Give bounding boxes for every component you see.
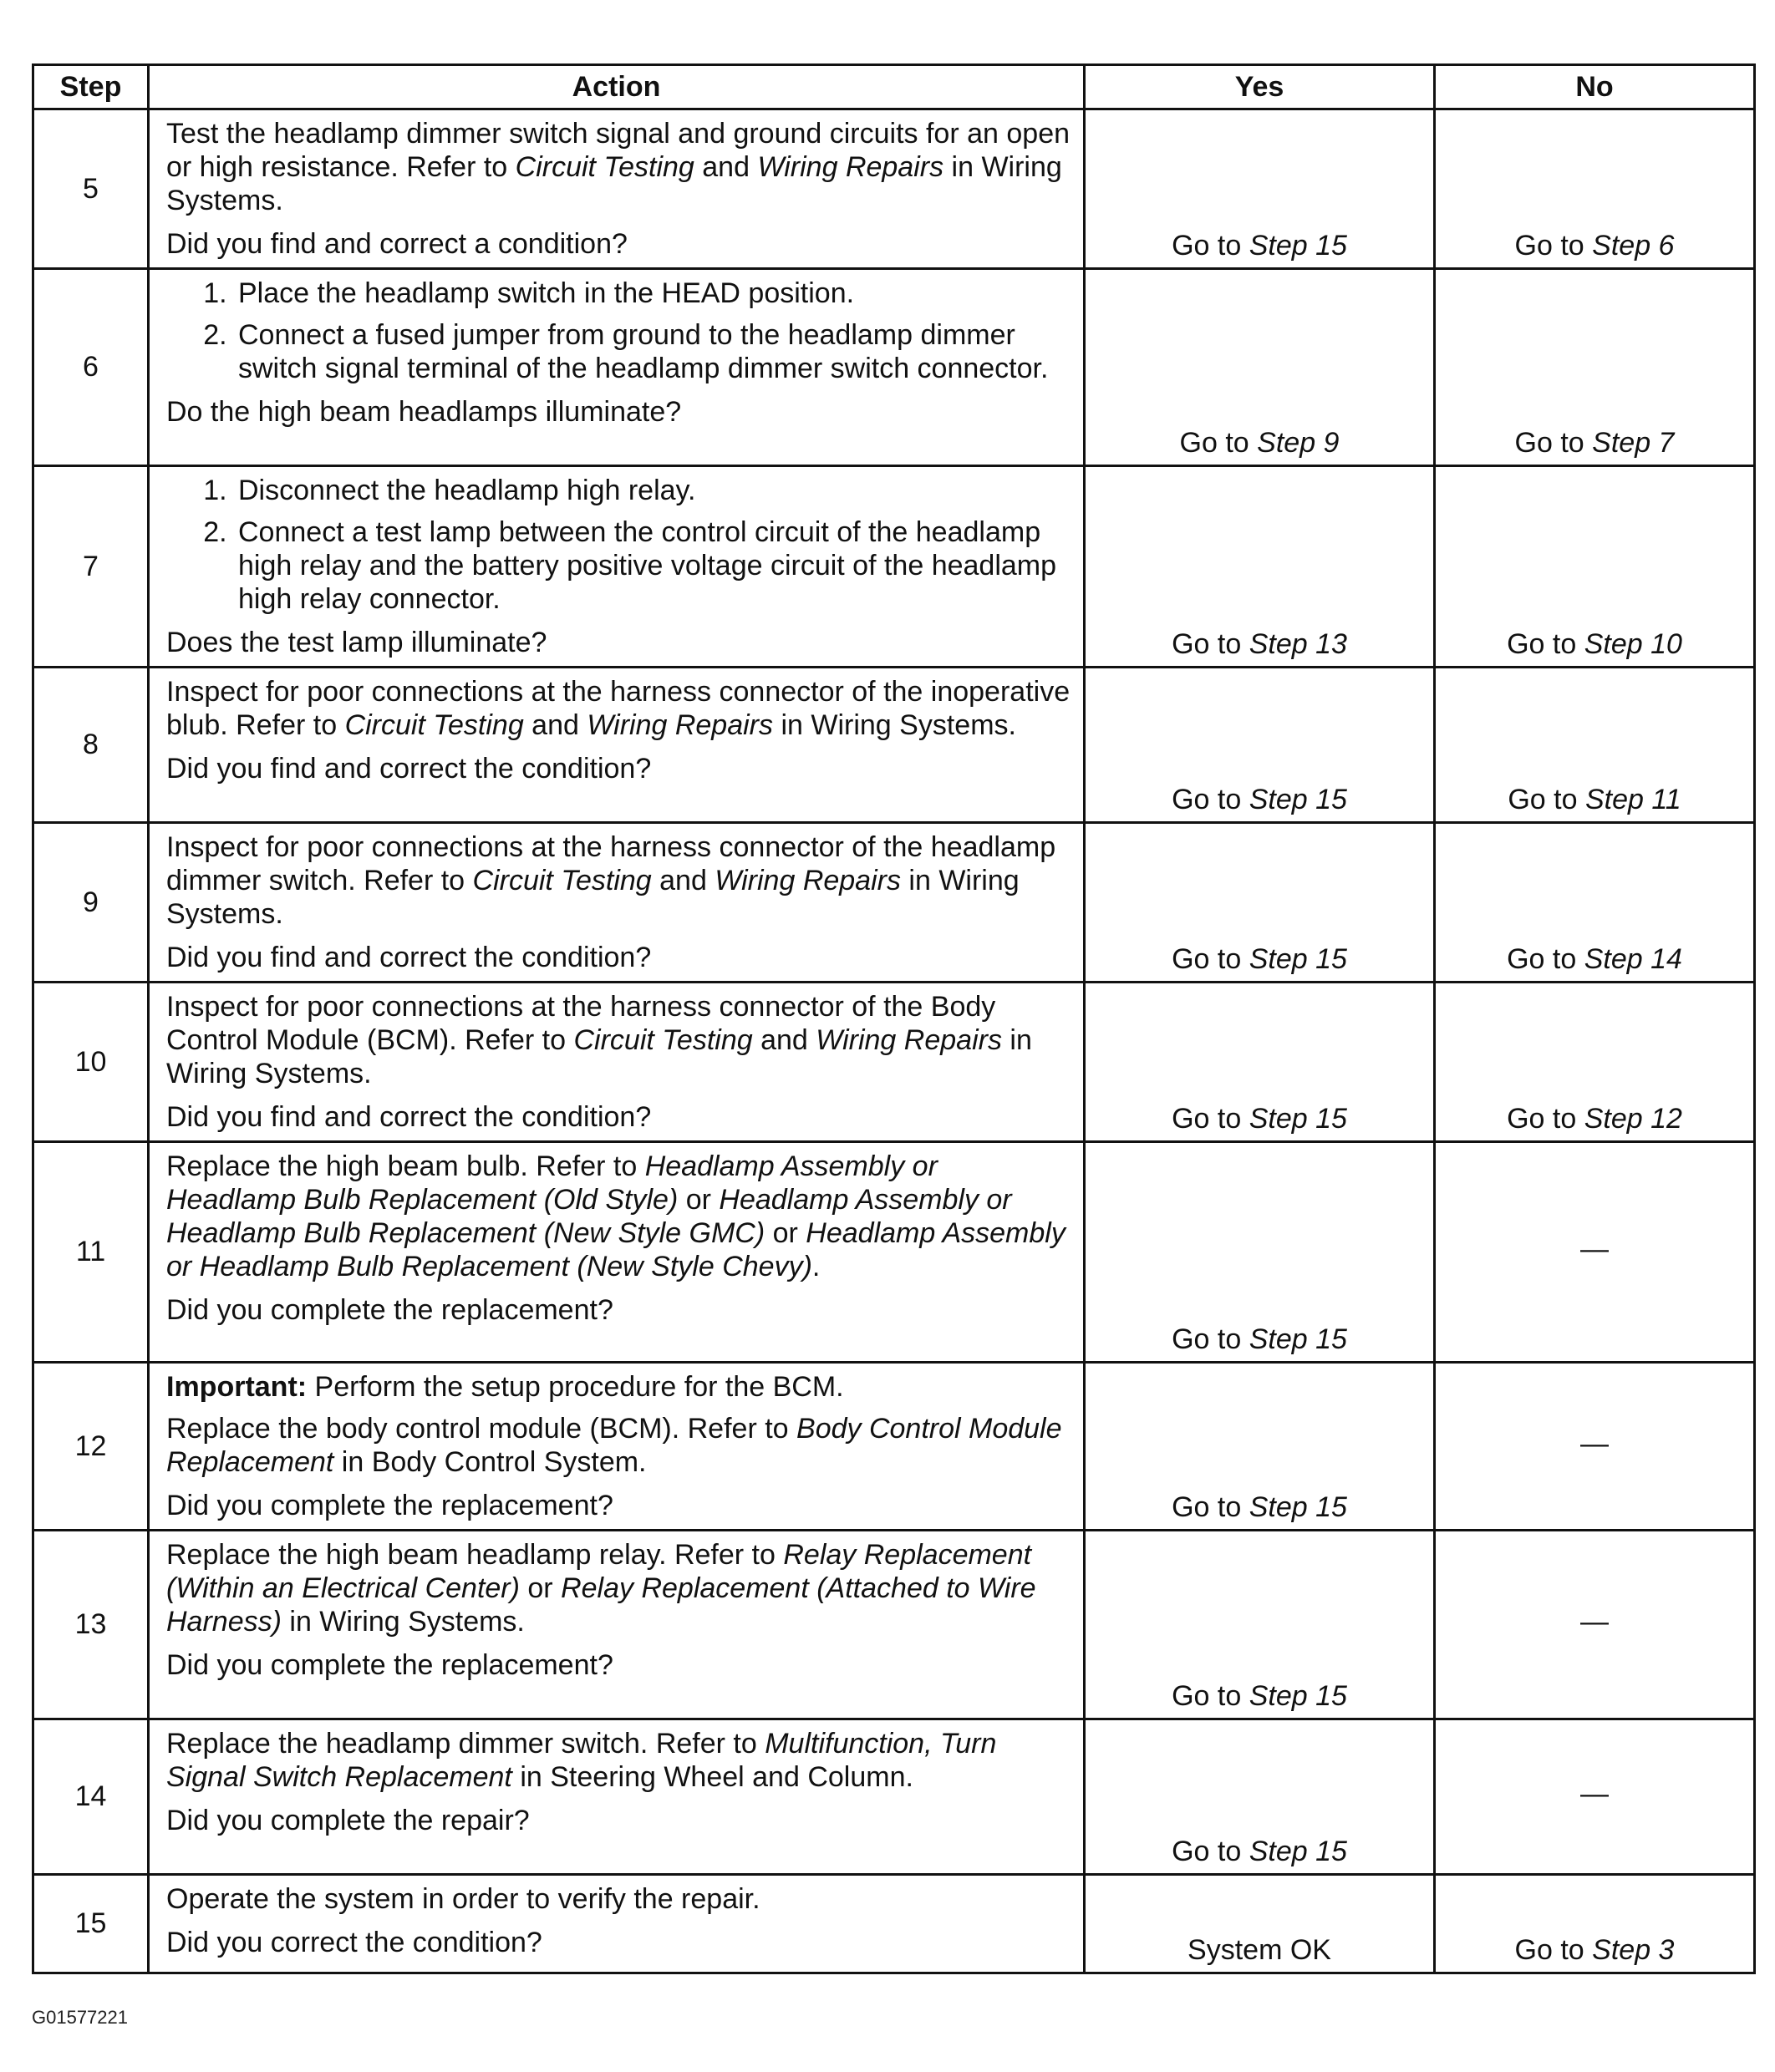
action-step-item: 1. Disconnect the headlamp high relay.	[235, 474, 1071, 507]
action-paragraph	[166, 830, 1071, 931]
no-cell	[1435, 466, 1755, 668]
action-text: or	[519, 1572, 562, 1604]
table-row	[33, 1142, 1755, 1363]
no-cell	[1435, 1363, 1755, 1531]
doc-reference: Wiring Repairs	[587, 709, 774, 741]
go-to-label: Go to	[1172, 1836, 1242, 1867]
go-to-label: Go to	[1172, 1323, 1242, 1355]
table-row	[33, 823, 1755, 983]
diagnostic-table	[32, 63, 1756, 1974]
step-reference: Step 12	[1584, 1103, 1682, 1135]
action-text: in Body Control System.	[333, 1446, 647, 1478]
action-text: in Wiring Systems.	[166, 865, 1020, 930]
go-to-label: Go to	[1172, 1491, 1242, 1523]
table-row	[33, 269, 1755, 466]
step-reference: Step 15	[1249, 1836, 1347, 1867]
step-reference: Step 15	[1249, 784, 1347, 815]
go-to-label: Go to	[1172, 784, 1242, 815]
no-cell	[1435, 109, 1755, 269]
action-paragraph	[166, 675, 1071, 742]
action-text: Inspect for poor connections at the harness connector of the headlamp dimmer switch. Refer to	[166, 831, 1056, 896]
no-cell	[1435, 1142, 1755, 1363]
not-applicable-dash: —	[1580, 1427, 1609, 1460]
not-applicable-dash: —	[1580, 1606, 1609, 1638]
step-reference: Step 7	[1592, 427, 1675, 459]
action-cell	[149, 983, 1085, 1142]
doc-reference: Headlamp Assembly or Headlamp Bulb Replacement (Old Style)	[166, 1150, 938, 1216]
doc-reference: Relay Replacement (Attached to Wire Harness)	[166, 1572, 1036, 1638]
action-question: Did you find and correct the condition?	[166, 753, 652, 785]
go-to-label: Go to	[1172, 943, 1242, 975]
doc-reference: Wiring Repairs	[757, 151, 944, 183]
step-reference: Step 13	[1249, 628, 1347, 660]
action-question: Did you find and correct the condition?	[166, 1101, 652, 1133]
no-cell	[1435, 269, 1755, 466]
action-text: Replace the headlamp dimmer switch. Refer to	[166, 1728, 765, 1760]
step-number: 11	[33, 1142, 149, 1363]
step-reference: Step 10	[1584, 628, 1682, 660]
no-cell	[1435, 668, 1755, 823]
yes-cell	[1085, 109, 1435, 269]
table-body	[33, 109, 1755, 1973]
step-number: 13	[33, 1531, 149, 1719]
action-paragraph	[166, 1412, 1071, 1479]
doc-reference: Body Control Module Replacement	[166, 1413, 1062, 1478]
action-text: Replace the high beam bulb. Refer to	[166, 1150, 645, 1182]
doc-reference: Headlamp Assembly or Headlamp Bulb Replacement (New Style GMC)	[166, 1184, 1012, 1249]
table-row	[33, 668, 1755, 823]
go-to-label: Go to	[1507, 628, 1577, 660]
action-step-item: 2. Connect a test lamp between the control circuit of the headlamp high relay and the battery positive voltage circuit of the headlamp high relay connector.	[235, 515, 1071, 616]
no-cell	[1435, 1875, 1755, 1973]
action-question: Did you complete the replacement?	[166, 1294, 613, 1326]
step-number: 8	[33, 668, 149, 823]
action-cell	[149, 1363, 1085, 1531]
action-step-item: 2. Connect a fused jumper from ground to the headlamp dimmer switch signal terminal of the headlamp dimmer switch connector.	[235, 318, 1071, 385]
result-text: System OK	[1188, 1934, 1331, 1966]
action-text: and	[651, 865, 715, 896]
action-cell	[149, 109, 1085, 269]
go-to-label: Go to	[1514, 427, 1584, 459]
go-to-label: Go to	[1508, 784, 1578, 815]
step-reference: Step 6	[1592, 230, 1675, 262]
step-number: 12	[33, 1363, 149, 1531]
table-row	[33, 466, 1755, 668]
action-cell	[149, 1531, 1085, 1719]
action-paragraph	[166, 1882, 1071, 1916]
go-to-label: Go to	[1172, 1680, 1242, 1712]
action-question: Does the test lamp illuminate?	[166, 627, 547, 658]
yes-cell	[1085, 1875, 1435, 1973]
action-cell	[149, 823, 1085, 983]
step-number: 9	[33, 823, 149, 983]
no-cell	[1435, 823, 1755, 983]
important-label: Important:	[166, 1371, 308, 1403]
action-steps-list	[166, 474, 1071, 616]
action-text: in Wiring Systems.	[773, 709, 1016, 741]
action-text: Inspect for poor connections at the harness connector of the Body Control Module (BCM). Refer to	[166, 991, 996, 1056]
table-row	[33, 1719, 1755, 1875]
table-row	[33, 1875, 1755, 1973]
step-reference: Step 15	[1249, 1680, 1347, 1712]
step-number: 14	[33, 1719, 149, 1875]
header-yes: Yes	[1085, 65, 1435, 109]
action-text: Replace the high beam headlamp relay. Refer to	[166, 1539, 784, 1571]
header-no: No	[1435, 65, 1755, 109]
action-text: in Wiring Systems.	[281, 1606, 525, 1638]
table-row	[33, 109, 1755, 269]
action-question: Did you correct the condition?	[166, 1927, 542, 1958]
doc-reference: Circuit Testing	[472, 865, 652, 896]
yes-cell	[1085, 1142, 1435, 1363]
table-row	[33, 983, 1755, 1142]
step-reference: Step 11	[1584, 784, 1681, 815]
action-paragraph	[166, 1370, 1071, 1404]
yes-cell	[1085, 466, 1435, 668]
step-number: 10	[33, 983, 149, 1142]
step-reference: Step 15	[1249, 1323, 1347, 1355]
table-header-row	[33, 65, 1755, 109]
action-text: Perform the setup procedure for the BCM.	[307, 1371, 844, 1403]
step-reference: Step 3	[1592, 1934, 1675, 1966]
action-question: Did you complete the repair?	[166, 1805, 530, 1836]
go-to-label: Go to	[1507, 1103, 1577, 1135]
yes-cell	[1085, 1719, 1435, 1875]
action-question: Did you find and correct a condition?	[166, 228, 628, 260]
go-to-label: Go to	[1172, 1103, 1242, 1135]
not-applicable-dash: —	[1580, 1778, 1609, 1810]
action-text: Operate the system in order to verify the repair.	[166, 1883, 760, 1915]
action-text: and	[752, 1024, 816, 1056]
go-to-label: Go to	[1172, 628, 1242, 660]
figure-id: G01577221	[32, 2007, 128, 2028]
step-reference: Step 14	[1584, 943, 1682, 975]
doc-reference: Circuit Testing	[344, 709, 524, 741]
step-number: 5	[33, 109, 149, 269]
no-cell	[1435, 1531, 1755, 1719]
action-text: and	[523, 709, 587, 741]
action-paragraph	[166, 1727, 1071, 1794]
table-row	[33, 1363, 1755, 1531]
no-cell	[1435, 1719, 1755, 1875]
go-to-label: Go to	[1179, 427, 1249, 459]
action-text: or	[678, 1184, 720, 1216]
action-paragraph	[166, 990, 1071, 1090]
action-text: in Wiring Systems.	[166, 1024, 1032, 1089]
step-reference: Step 15	[1249, 943, 1347, 975]
action-question: Do the high beam headlamps illuminate?	[166, 396, 682, 428]
action-question: Did you complete the replacement?	[166, 1490, 613, 1521]
go-to-label: Go to	[1507, 943, 1577, 975]
action-text: .	[811, 1251, 821, 1282]
header-action: Action	[149, 65, 1085, 109]
action-step-item: 1. Place the headlamp switch in the HEAD position.	[235, 277, 1071, 310]
yes-cell	[1085, 983, 1435, 1142]
action-paragraph	[166, 117, 1071, 217]
step-reference: Step 15	[1249, 1103, 1347, 1135]
action-text: and	[694, 151, 758, 183]
action-cell	[149, 269, 1085, 466]
step-number: 6	[33, 269, 149, 466]
action-text: Test the headlamp dimmer switch signal and ground circuits for an open or high resistance. Refer to	[166, 118, 1071, 183]
go-to-label: Go to	[1172, 230, 1242, 262]
step-reference: Step 15	[1249, 230, 1347, 262]
action-text: in Steering Wheel and Column.	[511, 1761, 913, 1793]
doc-reference: Wiring Repairs	[816, 1024, 1002, 1056]
action-text: Inspect for poor connections at the harness connector of the inoperative blub. Refer to	[166, 676, 1071, 741]
yes-cell	[1085, 1363, 1435, 1531]
step-number: 15	[33, 1875, 149, 1973]
go-to-label: Go to	[1514, 230, 1584, 262]
go-to-label: Go to	[1514, 1934, 1584, 1966]
step-number: 7	[33, 466, 149, 668]
doc-reference: Headlamp Assembly or Headlamp Bulb Replacement (New Style Chevy)	[166, 1217, 1066, 1282]
action-question: Did you find and correct the condition?	[166, 942, 652, 973]
action-cell	[149, 1875, 1085, 1973]
action-paragraph	[166, 1150, 1071, 1283]
action-cell	[149, 1142, 1085, 1363]
not-applicable-dash: —	[1580, 1233, 1609, 1265]
action-text: Replace the body control module (BCM). Refer to	[166, 1413, 797, 1445]
doc-reference: Multifunction, Turn Signal Switch Replacement	[166, 1728, 997, 1793]
no-cell	[1435, 983, 1755, 1142]
step-reference: Step 15	[1249, 1491, 1347, 1523]
action-question: Did you complete the replacement?	[166, 1649, 613, 1681]
header-step: Step	[33, 65, 149, 109]
yes-cell	[1085, 668, 1435, 823]
action-cell	[149, 668, 1085, 823]
action-steps-list	[166, 277, 1071, 385]
action-paragraph	[166, 1538, 1071, 1638]
action-cell	[149, 1719, 1085, 1875]
action-text: or	[765, 1217, 806, 1249]
step-reference: Step 9	[1257, 427, 1340, 459]
doc-reference: Circuit Testing	[573, 1024, 753, 1056]
action-cell	[149, 466, 1085, 668]
action-text: in Wiring Systems.	[166, 151, 1062, 216]
yes-cell	[1085, 1531, 1435, 1719]
doc-reference: Wiring Repairs	[715, 865, 901, 896]
table-row	[33, 1531, 1755, 1719]
yes-cell	[1085, 823, 1435, 983]
doc-reference: Relay Replacement (Within an Electrical Center)	[166, 1539, 1032, 1604]
doc-reference: Circuit Testing	[515, 151, 694, 183]
yes-cell	[1085, 269, 1435, 466]
